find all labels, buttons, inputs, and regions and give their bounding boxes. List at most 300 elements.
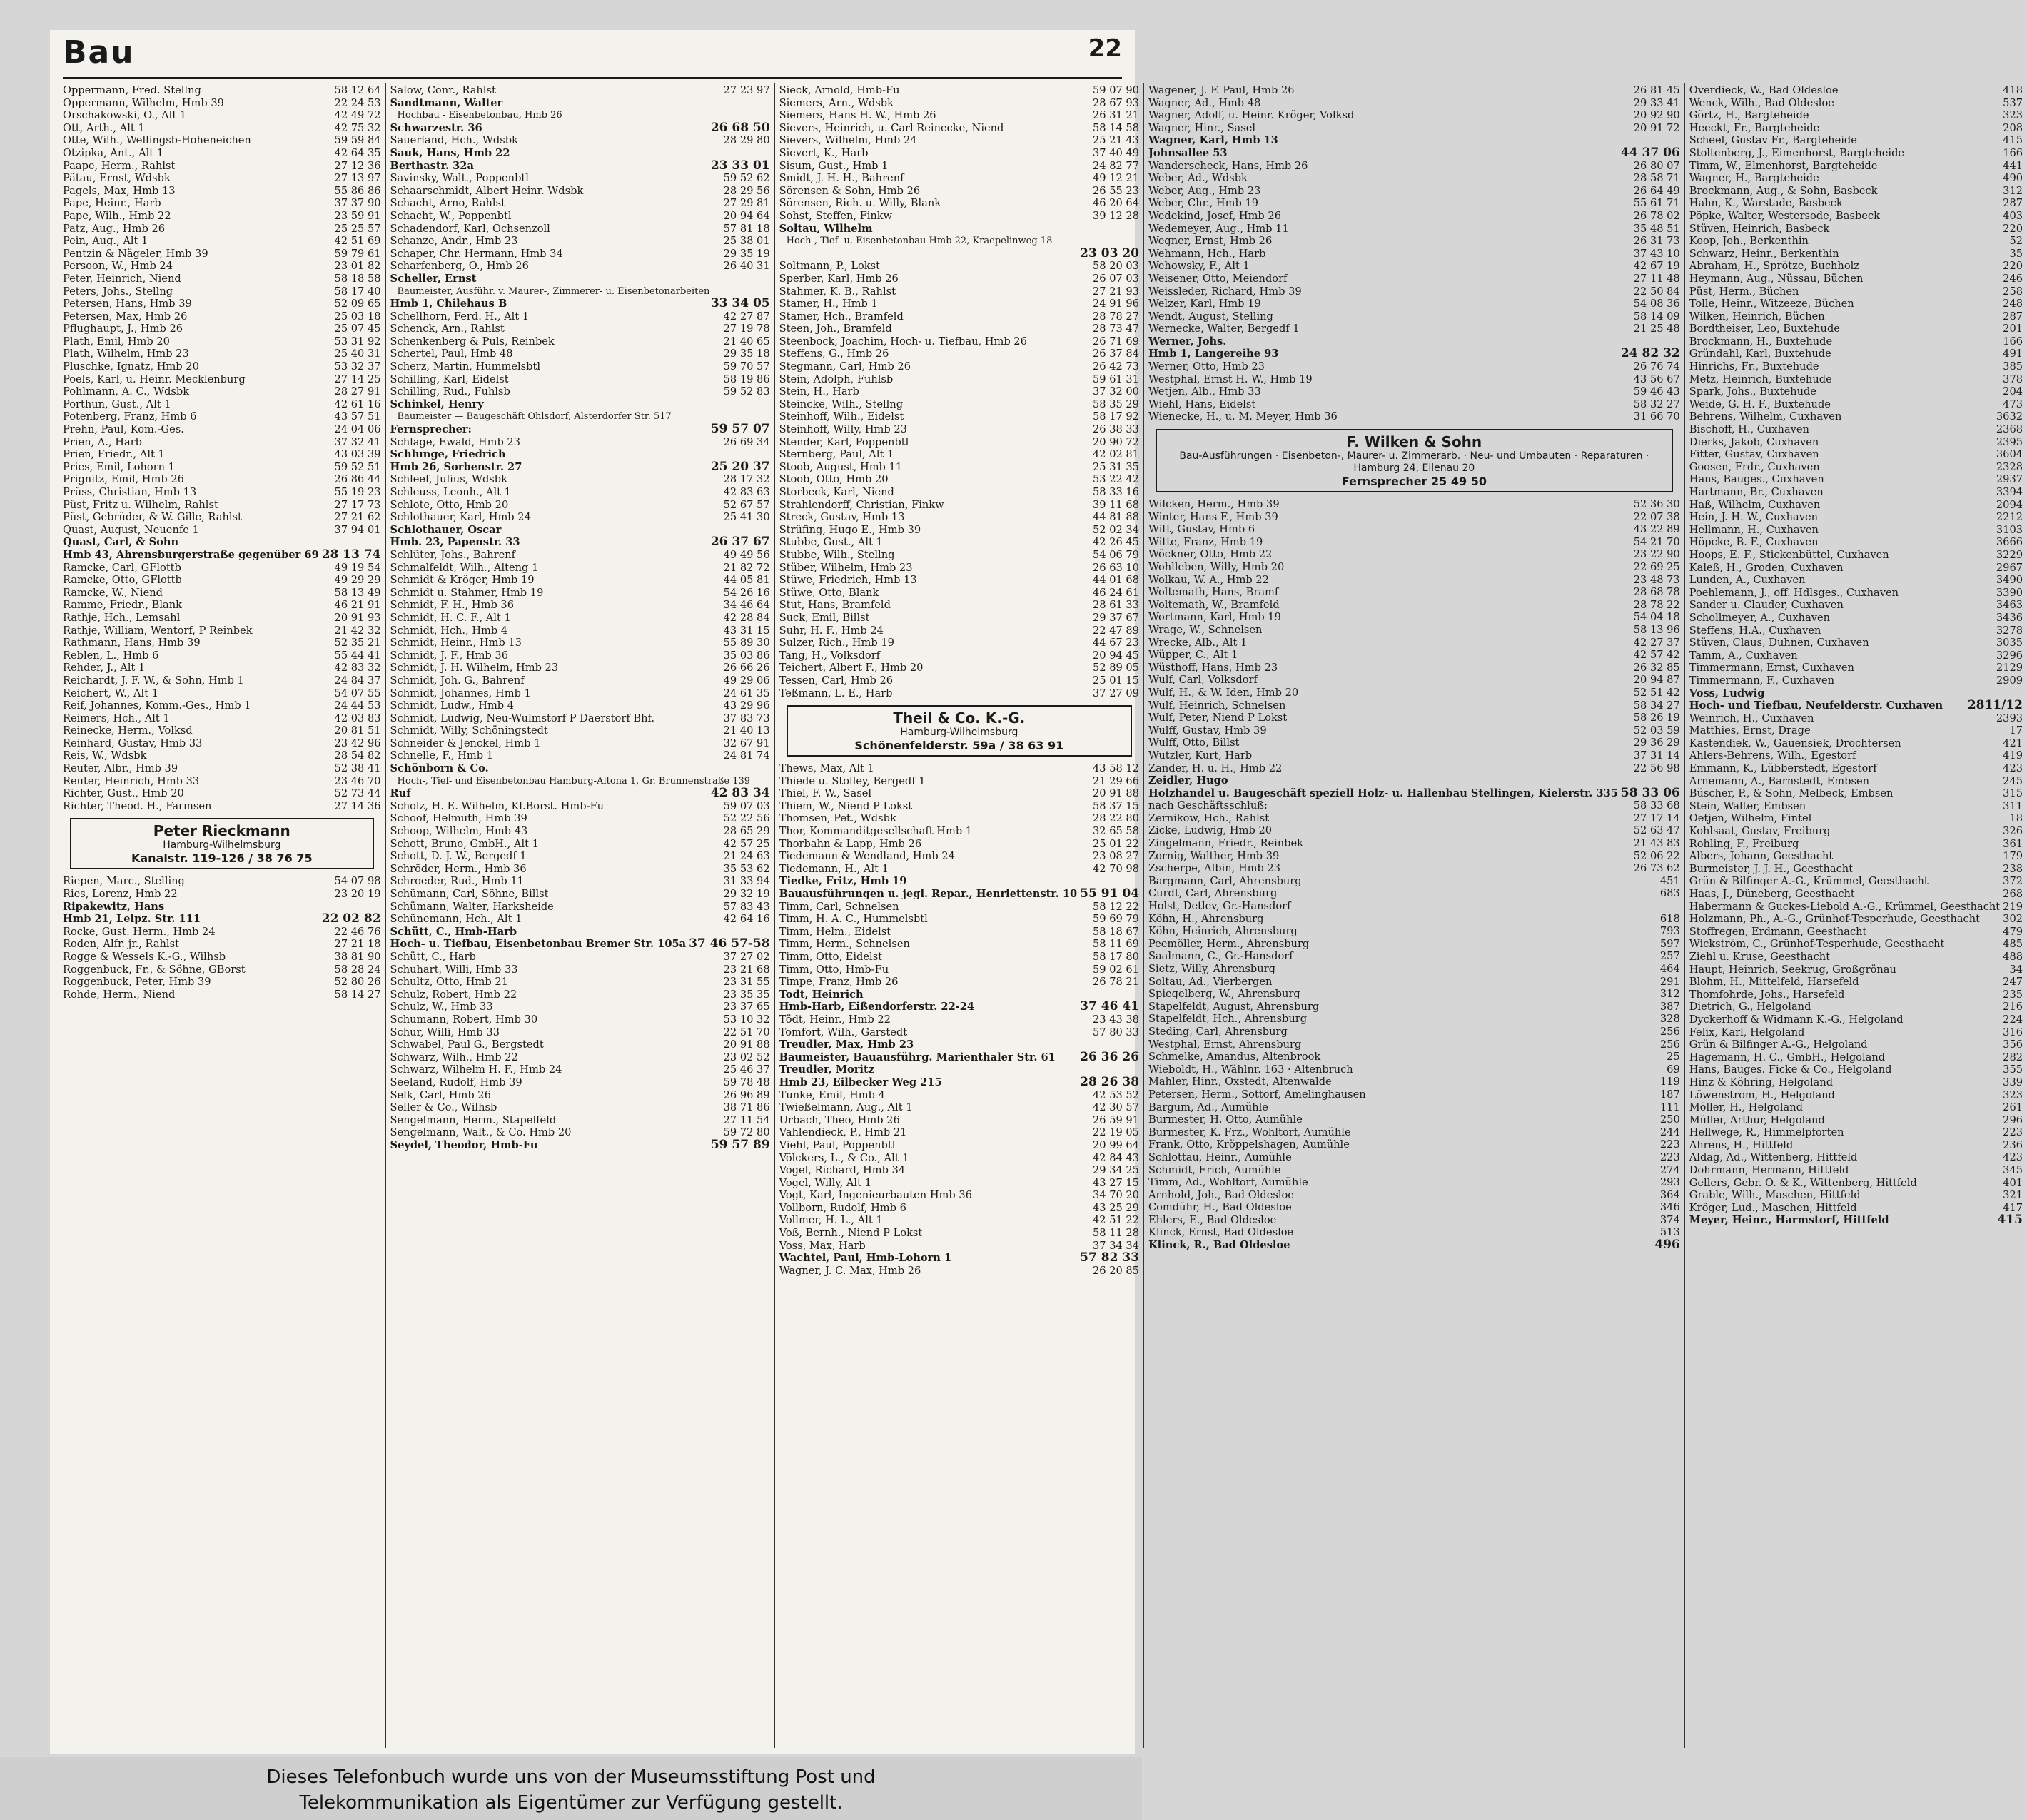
directory-entry: [390, 674, 770, 687]
entry-name: Sternberg, Paul, Alt 1: [779, 448, 894, 461]
directory-entry: [390, 398, 770, 411]
entry-phone: 28 65 29: [723, 825, 770, 838]
entry-phone: 22 19 05: [1092, 1126, 1139, 1139]
entry-phone: 28 54 82: [334, 749, 381, 762]
entry-phone: 223: [2003, 1126, 2023, 1139]
entry-name: Wrage, W., Schnelsen: [1148, 623, 1263, 636]
entry-phone: 473: [2003, 398, 2023, 410]
entry-phone: 37 94 01: [334, 523, 381, 536]
directory-entry: [1148, 900, 1680, 913]
entry-name: Schenck, Arn., Rahlst: [390, 323, 505, 335]
entry-phone: 17: [2009, 724, 2023, 737]
directory-entry: [390, 473, 770, 486]
directory-entry: [779, 649, 1139, 662]
entry-phone: 26 42 73: [1092, 360, 1139, 373]
ad-phone: Schönenfelderstr. 59a / 38 63 91: [854, 739, 1064, 753]
entry-phone: 27 21 93: [1092, 285, 1139, 298]
entry-phone: 26 81 45: [1633, 84, 1680, 96]
entry-name: Völckers, L., & Co., Alt 1: [779, 1151, 909, 1164]
entry-phone: 26 32 85: [1633, 661, 1680, 674]
entry-phone: 3035: [1996, 637, 2023, 649]
entry-phone: 58 33 06: [1620, 785, 1680, 800]
entry-name: Brockmann, H., Buxtehude: [1689, 335, 1833, 348]
entry-phone: 58 34 27: [1633, 699, 1680, 712]
entry-name: Schmidt, F. H., Hmb 36: [390, 599, 514, 612]
entry-phone: 21 25 48: [1633, 323, 1680, 335]
entry-name: Felix, Karl, Helgoland: [1689, 1026, 1805, 1038]
directory-entry: [779, 323, 1139, 335]
directory-entry: [1148, 913, 1680, 926]
directory-entry: [1148, 624, 1680, 637]
entry-phone: [767, 762, 770, 775]
directory-entry: [1689, 951, 2023, 964]
entry-name: Pentzin & Nägeler, Hmb 39: [63, 247, 208, 260]
entry-name: Schleuss, Leonh., Alt 1: [390, 486, 511, 498]
entry-phone: 537: [2003, 96, 2023, 109]
entry-name: Timm, Helm., Eidelst: [779, 925, 891, 938]
entry-name: Teichert, Albert F., Hmb 20: [779, 662, 924, 674]
directory-entry: [779, 373, 1139, 386]
entry-phone: 18: [2009, 812, 2023, 825]
directory-entry: [1148, 925, 1680, 938]
directory-entry: [779, 1114, 1139, 1127]
entry-name: Wagner, H., Bargteheide: [1689, 172, 1819, 185]
entry-phone: 58 11 28: [1092, 1227, 1139, 1240]
entry-name: Sengelmann, Walt., & Co. Hmb 20: [390, 1126, 572, 1139]
entry-name: Pape, Heinr., Harb: [63, 197, 161, 210]
entry-phone: 42 83 32: [334, 662, 381, 674]
directory-entry: [1689, 875, 2023, 888]
directory-entry: [63, 649, 381, 662]
directory-entry: [390, 185, 770, 198]
entry-name: Weber, Ad., Wdsbk: [1148, 172, 1248, 185]
entry-phone: 235: [2003, 988, 2023, 1001]
entry-name: Hmb 23, Eilbecker Weg 215: [779, 1076, 942, 1088]
directory-entry: [779, 599, 1139, 612]
entry-phone: 53 32 37: [334, 360, 381, 373]
directory-entry: [1689, 1114, 2023, 1127]
entry-name: Siemers, Hans H. W., Hmb 26: [779, 109, 936, 122]
entry-phone: 223: [1659, 1151, 1680, 1163]
directory-entry: [390, 260, 770, 273]
entry-phone: 2937: [1996, 473, 2023, 486]
directory-entry: [1148, 1113, 1680, 1126]
entry-name: Peter, Heinrich, Niend: [63, 272, 181, 285]
directory-entry: [1148, 787, 1680, 800]
entry-name: Scheel, Gustav Fr., Bargteheide: [1689, 134, 1857, 147]
entry-name: Schlottau, Heinr., Aumühle: [1148, 1151, 1292, 1163]
entry-phone: 21 42 32: [334, 624, 381, 637]
entry-name: Stahmer, K. B., Rahlst: [779, 285, 896, 298]
entry-phone: 25 21 43: [1092, 134, 1139, 147]
directory-entry: [390, 800, 770, 813]
entry-name: Tiedke, Fritz, Hmb 19: [779, 875, 907, 888]
directory-entry: [1689, 612, 2023, 625]
entry-name: Schanze, Andr., Hmb 23: [390, 235, 518, 248]
entry-phone: 204: [2003, 385, 2023, 398]
directory-entry: [1689, 524, 2023, 537]
entry-phone: 23 43 38: [1092, 1013, 1139, 1026]
directory-entry: [1148, 197, 1680, 210]
entry-name: Urbach, Theo, Hmb 26: [779, 1113, 900, 1126]
entry-name: Schumann, Robert, Hmb 30: [390, 1013, 538, 1026]
entry-name: Görtz, H., Bargteheide: [1689, 109, 1809, 122]
entry-phone: 52 22 56: [723, 812, 770, 825]
directory-entry: [1689, 473, 2023, 486]
directory-entry: [1689, 235, 2023, 248]
directory-entry: [1689, 536, 2023, 549]
directory-entry: [779, 1126, 1139, 1139]
entry-name: Schott, D. J. W., Bergedf 1: [390, 850, 527, 863]
entry-name: Wenck, Wilh., Bad Oldesloe: [1689, 96, 1834, 109]
entry-phone: 26 31 73: [1633, 235, 1680, 248]
entry-phone: 256: [1659, 1025, 1680, 1038]
entry-phone: 42 51 69: [334, 235, 381, 248]
entry-phone: 59 52 83: [723, 385, 770, 398]
entry-phone: 261: [2003, 1101, 2023, 1114]
directory-entry: [1148, 586, 1680, 599]
entry-phone: 43 29 96: [723, 699, 770, 712]
entry-phone: 323: [2003, 109, 2023, 122]
entry-name: Bauausführungen u. jegl. Repar., Henriettenstr. 10: [779, 888, 1078, 901]
directory-entry: [63, 423, 381, 436]
directory-entry: [1689, 649, 2023, 662]
entry-phone: 415: [1997, 1213, 2023, 1228]
entry-name: Vogel, Willy, Alt 1: [779, 1176, 871, 1189]
directory-entry: [63, 687, 381, 700]
entry-phone: 24 44 53: [334, 699, 381, 712]
entry-name: Hoch-, Tief- u. Eisenbetonbau Hmb 22, Kraepelinweg 18: [786, 236, 1053, 247]
entry-name: Wulff, Gustav, Hmb 39: [1148, 724, 1267, 737]
entry-phone: 2811/12: [1967, 698, 2023, 713]
directory-entry: [779, 122, 1139, 135]
entry-phone: 28 58 71: [1633, 172, 1680, 185]
directory-entry: [1689, 1189, 2023, 1202]
directory-entry: [63, 749, 381, 762]
entry-name: Köhn, H., Ahrensburg: [1148, 912, 1264, 925]
entry-phone: 43 57 51: [334, 410, 381, 423]
entry-name: Prehn, Paul, Kom.-Ges.: [63, 423, 184, 436]
entry-phone: 38 71 86: [723, 1101, 770, 1114]
entry-name: Pätau, Ernst, Wdsbk: [63, 172, 171, 185]
entry-name: Wedemeyer, Aug., Hmb 11: [1148, 222, 1289, 235]
entry-name: Ott, Arth., Alt 1: [63, 121, 145, 134]
entry-name: Klinck, R., Bad Oldesloe: [1148, 1239, 1290, 1252]
directory-entry: [779, 499, 1139, 512]
entry-phone: 166: [2003, 335, 2023, 348]
directory-entry: [390, 1051, 770, 1064]
entry-phone: 27 21 62: [334, 511, 381, 524]
entry-phone: 54 07 98: [334, 875, 381, 888]
directory-entry: [390, 625, 770, 637]
entry-name: Hoops, E. F., Stickenbüttel, Cuxhaven: [1689, 548, 1889, 561]
directory-entry: [390, 850, 770, 863]
entry-phone: 25 31 35: [1092, 460, 1139, 473]
entry-phone: 52 80 26: [334, 976, 381, 989]
footer-line-2: Telekommunikation als Eigentümer zur Verfügung gestellt.: [299, 1792, 843, 1814]
directory-entry: [779, 913, 1139, 926]
directory-entry: [1148, 862, 1680, 875]
entry-name: Hans, Bauges., Cuxhaven: [1689, 473, 1824, 486]
directory-entry: [390, 612, 770, 625]
directory-entry: [1148, 147, 1680, 160]
directory-entry: [779, 787, 1139, 800]
entry-phone: 44 01 68: [1092, 574, 1139, 587]
entry-phone: 42 75 32: [334, 121, 381, 134]
entry-name: Pluschke, Ignatz, Hmb 20: [63, 360, 199, 373]
entry-name: Stapelfeldt, Hch., Ahrensburg: [1148, 1013, 1308, 1026]
entry-phone: 55 89 30: [723, 637, 770, 649]
entry-phone: 52 63 47: [1633, 824, 1680, 837]
entry-name: Reichardt, J. F. W., & Sohn, Hmb 1: [63, 674, 244, 687]
entry-phone: 220: [2003, 260, 2023, 273]
entry-phone: 55 91 04: [1080, 886, 1139, 901]
directory-entry: [1148, 1214, 1680, 1227]
directory-entry: [390, 1013, 770, 1026]
entry-name: Roggenbuck, Peter, Hmb 39: [63, 976, 211, 989]
entry-phone: 54 07 55: [334, 687, 381, 699]
directory-entry: [390, 637, 770, 649]
directory-entry: [1148, 248, 1680, 261]
entry-phone: 25 20 37: [710, 459, 770, 474]
directory-entry: [390, 197, 770, 210]
entry-phone: 28 22 80: [1092, 812, 1139, 825]
entry-name: Tunke, Emil, Hmb 4: [779, 1088, 885, 1101]
directory-entry: [390, 724, 770, 737]
entry-name: Sietz, Willy, Ahrensburg: [1148, 963, 1275, 975]
directory-entry: [63, 84, 381, 97]
entry-name: Müller, Arthur, Helgoland: [1689, 1113, 1825, 1126]
directory-entry: [390, 901, 770, 914]
entry-phone: 27 11 48: [1633, 272, 1680, 285]
directory-entry: [1148, 837, 1680, 850]
entry-phone: 44 37 06: [1620, 145, 1680, 160]
entry-phone: 58 14 09: [1633, 310, 1680, 323]
directory-entry: [1689, 1038, 2023, 1051]
entry-name: Stüber, Wilhelm, Hmb 23: [779, 561, 913, 574]
entry-phone: 2129: [1996, 662, 2023, 674]
directory-entry: [779, 185, 1139, 198]
entry-phone: 54 04 18: [1633, 611, 1680, 624]
entry-phone: 42 03 83: [334, 712, 381, 724]
entry-name: Metz, Heinrich, Buxtehude: [1689, 373, 1832, 385]
ad-company-name: F. Wilken & Sohn: [1346, 433, 1482, 451]
entry-phone: 24 84 37: [334, 674, 381, 687]
entry-phone: 27 12 36: [334, 159, 381, 172]
entry-phone: 54 26 16: [723, 586, 770, 599]
entry-name: Pöpke, Walter, Westersode, Basbeck: [1689, 209, 1880, 222]
directory-entry: [63, 285, 381, 298]
entry-phone: 58 33 68: [1633, 799, 1680, 812]
directory-entry: [779, 1189, 1139, 1202]
entry-name: Prien, A., Harb: [63, 435, 142, 448]
entry-name: Habermann & Guckes-Liebold A.-G., Krümmel, Geesthacht: [1689, 900, 2001, 913]
directory-entry: [779, 285, 1139, 298]
entry-phone: 58 28 24: [334, 963, 381, 976]
directory-entry: [390, 699, 770, 712]
directory-entry: [1148, 988, 1680, 1001]
entry-name: Thiem, W., Niend P Lokst: [779, 799, 913, 812]
directory-entry: [779, 612, 1139, 625]
entry-phone: 42 70 98: [1092, 862, 1139, 875]
entry-name: Tödt, Heinr., Hmb 22: [779, 1013, 891, 1026]
directory-entry: [779, 901, 1139, 914]
entry-name: Löwenstrom, H., Helgoland: [1689, 1088, 1835, 1101]
entry-phone: 21 29 66: [1092, 774, 1139, 787]
directory-entry: [1689, 1126, 2023, 1139]
entry-phone: 364: [1659, 1188, 1680, 1201]
entry-name: Zicke, Ludwig, Hmb 20: [1148, 824, 1273, 837]
entry-phone: 27 11 54: [723, 1113, 770, 1126]
entry-name: Emmann, K., Lübberstedt, Egestorf: [1689, 762, 1877, 775]
entry-name: Goosen, Frdr., Cuxhaven: [1689, 460, 1820, 473]
directory-entry: [63, 448, 381, 461]
directory-entry: [1689, 737, 2023, 750]
entry-name: Schmidt, Erich, Aumühle: [1148, 1163, 1281, 1176]
entry-name: Voss, Ludwig: [1689, 687, 1765, 699]
directory-column-1: [63, 83, 385, 1748]
entry-phone: 58 26 19: [1633, 712, 1680, 724]
entry-phone: 29 36 29: [1633, 737, 1680, 749]
entry-phone: 25 25 57: [334, 222, 381, 235]
directory-entry: [779, 97, 1139, 110]
entry-phone: 28 26 38: [1080, 1074, 1139, 1089]
entry-name: Quast, Carl, & Sohn: [63, 536, 179, 549]
directory-entry: [1148, 536, 1680, 549]
directory-entry: [1148, 674, 1680, 687]
entry-phone: 490: [2003, 172, 2023, 185]
entry-name: Püst, Gebrüder, & W. Gille, Rahlst: [63, 511, 242, 524]
entry-name: Seller & Co., Wilhsb: [390, 1101, 497, 1114]
entry-phone: 22 69 25: [1633, 561, 1680, 573]
directory-entry: [1689, 1013, 2023, 1026]
entry-name: Wagner, J. C. Max, Hmb 26: [779, 1264, 921, 1277]
entry-phone: 201: [2003, 323, 2023, 335]
directory-entry: [779, 1101, 1139, 1114]
entry-phone: 24 61 35: [723, 687, 770, 699]
directory-entry: [1689, 486, 2023, 499]
entry-phone: 26 38 33: [1092, 423, 1139, 436]
directory-entry: [1148, 938, 1680, 951]
directory-entry: [1148, 548, 1680, 561]
entry-name: Schünemann, Hch., Alt 1: [390, 913, 522, 926]
entry-phone: 35 53 62: [723, 862, 770, 875]
entry-name: Ruf: [390, 787, 411, 800]
entry-name: Tomfort, Wilh., Garstedt: [779, 1026, 908, 1038]
directory-entry: [63, 172, 381, 185]
entry-name: Reinhard, Gustav, Hmb 33: [63, 737, 203, 749]
entry-phone: 43 58 12: [1092, 762, 1139, 775]
entry-name: Scharfenberg, O., Hmb 26: [390, 260, 529, 273]
entry-phone: 26 69 34: [723, 435, 770, 448]
directory-entry: [63, 762, 381, 775]
entry-name: Poels, Karl, u. Heinr. Mecklenburg: [63, 373, 246, 385]
entry-phone: 27 14 36: [334, 799, 381, 812]
entry-phone: 57 81 18: [723, 222, 770, 235]
entry-name: Thiede u. Stolley, Bergedf 1: [779, 774, 926, 787]
entry-phone: 52 89 05: [1092, 662, 1139, 674]
directory-entry: [1689, 724, 2023, 737]
entry-phone: 42 84 43: [1092, 1151, 1139, 1164]
entry-name: Timm, Otto, Hmb-Fu: [779, 963, 889, 976]
directory-entry: [1689, 373, 2023, 386]
entry-name: Wilken, Heinrich, Büchen: [1689, 310, 1825, 323]
directory-entry: [63, 97, 381, 110]
entry-phone: [1136, 223, 1139, 236]
entry-name: Storbeck, Karl, Niend: [779, 486, 894, 498]
entry-name: Persoon, W., Hmb 24: [63, 260, 173, 273]
entry-name: Schwarzestr. 36: [390, 121, 482, 134]
entry-phone: 28 78 27: [1092, 310, 1139, 323]
directory-entry: [1689, 248, 2023, 261]
directory-entry: [779, 298, 1139, 310]
entry-name: Weissleder, Richard, Hmb 39: [1148, 285, 1302, 298]
entry-name: Schümann, Carl, Söhne, Billst: [390, 888, 549, 900]
entry-name: Reinecke, Herm., Volksd: [63, 724, 193, 737]
directory-entry: [390, 235, 770, 248]
entry-phone: 3296: [1996, 649, 2023, 662]
directory-entry: [779, 888, 1139, 901]
entry-name: Vogt, Karl, Ingenieurbauten Hmb 36: [779, 1189, 972, 1202]
entry-name: Behrens, Wilhelm, Cuxhaven: [1689, 410, 1842, 423]
entry-name: Pries, Emil, Lohorn 1: [63, 460, 175, 473]
directory-entry: [1689, 1202, 2023, 1215]
entry-phone: 58 17 40: [334, 285, 381, 298]
entry-name: Wrecke, Alb., Alt 1: [1148, 636, 1248, 649]
entry-phone: 26 07 03: [1092, 272, 1139, 285]
directory-entry: [1689, 398, 2023, 411]
entry-name: Püst, Fritz u. Wilhelm, Rahlst: [63, 498, 218, 511]
entry-phone: 58 13 49: [334, 586, 381, 599]
entry-phone: 58 17 92: [1092, 410, 1139, 423]
entry-name: Seydel, Theodor, Hmb-Fu: [390, 1138, 538, 1151]
entry-phone: 59 78 48: [723, 1076, 770, 1088]
entry-name: Gellers, Gebr. O. & K., Wittenberg, Hittfeld: [1689, 1176, 1917, 1189]
entry-phone: 20 91 72: [1633, 121, 1680, 134]
entry-name: Vogel, Richard, Hmb 34: [779, 1164, 906, 1177]
entry-phone: 20 91 93: [334, 611, 381, 624]
entry-name: Schleef, Julius, Wdsbk: [390, 473, 507, 486]
entry-name: Schlage, Ewald, Hmb 23: [390, 435, 520, 448]
entry-phone: 35 48 51: [1633, 222, 1680, 235]
entry-name: Pohlmann, A. C., Wdsbk: [63, 385, 190, 398]
entry-name: Dohrmann, Hermann, Hittfeld: [1689, 1164, 1849, 1177]
entry-phone: 23 46 70: [334, 774, 381, 787]
entry-phone: 58 13 96: [1633, 623, 1680, 636]
entry-phone: 43 25 29: [1092, 1201, 1139, 1214]
entry-name: Hmb 26, Sorbenstr. 27: [390, 460, 522, 473]
entry-name: Schultz, Otto, Hmb 21: [390, 976, 508, 989]
entry-name: Wetjen, Alb., Hmb 33: [1148, 385, 1261, 398]
entry-name: Fitter, Gustav, Cuxhaven: [1689, 448, 1819, 461]
entry-name: Brockmann, Aug., & Sohn, Basbeck: [1689, 184, 1878, 197]
entry-name: Sandtmann, Walter: [390, 96, 503, 109]
entry-name: Timmermann, F., Cuxhaven: [1689, 674, 1834, 687]
entry-phone: 42 53 52: [1092, 1088, 1139, 1101]
directory-entry: [1689, 323, 2023, 335]
entry-name: Plath, Wilhelm, Hmb 23: [63, 348, 189, 360]
entry-name: Meyer, Heinr., Harmstorf, Hittfeld: [1689, 1214, 1889, 1227]
directory-entry: [1689, 410, 2023, 423]
entry-name: Stüven, Heinrich, Basbeck: [1689, 222, 1830, 235]
entry-name: Grün & Bilfinger A.-G., Krümmel, Geesthacht: [1689, 875, 1929, 888]
entry-name: Selk, Carl, Hmb 26: [390, 1088, 491, 1101]
entry-phone: 59 61 31: [1092, 373, 1139, 385]
entry-phone: 2393: [1996, 712, 2023, 724]
directory-entry: [1148, 185, 1680, 198]
entry-phone: 52 67 57: [723, 498, 770, 511]
directory-entry: [63, 197, 381, 210]
